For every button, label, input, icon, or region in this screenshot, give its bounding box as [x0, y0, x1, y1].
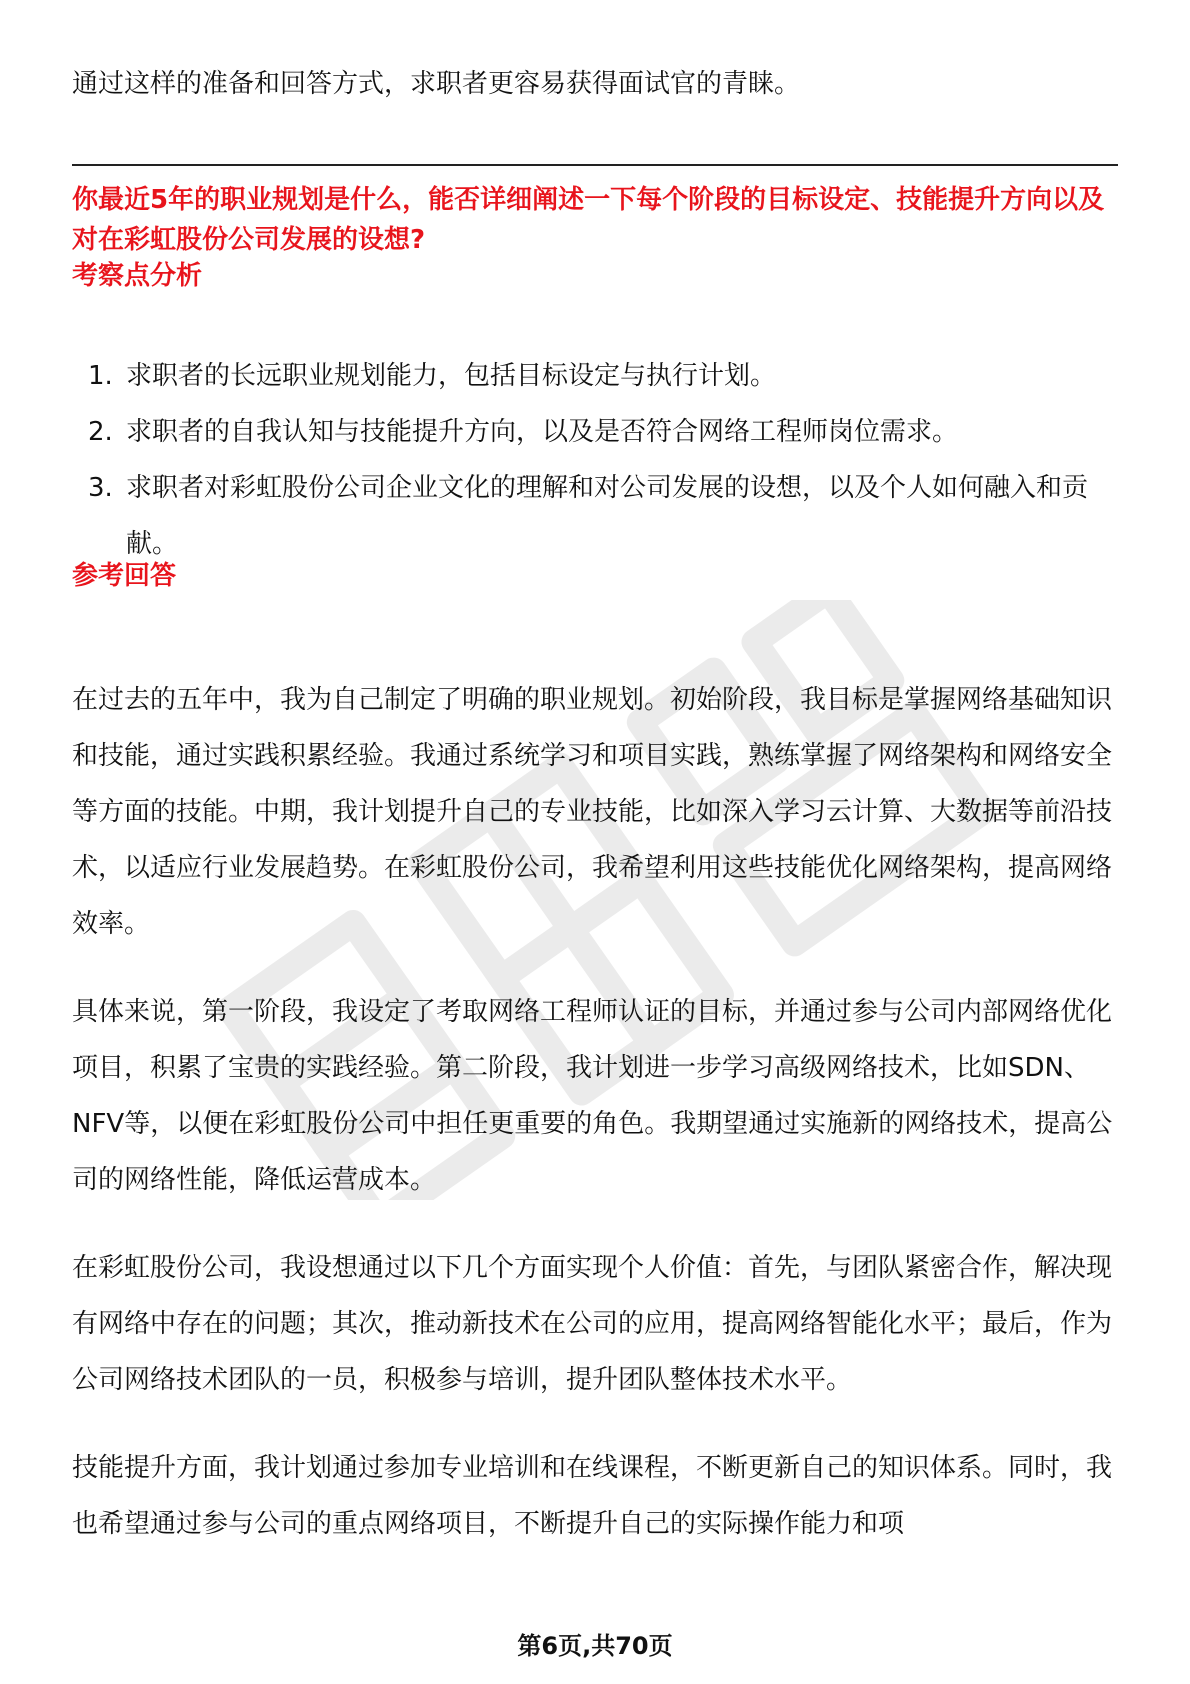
list-number: 3.	[88, 473, 113, 503]
intro-text: 通过这样的准备和回答方式，求职者更容易获得面试官的青睐。	[72, 69, 801, 99]
analysis-points	[72, 348, 1118, 572]
page-number: 第6页,共70页	[517, 1632, 673, 1660]
answer-paragraph: 在过去的五年中，我为自己制定了明确的职业规划。初始阶段，我目标是掌握网络基础知识和技能，通过实践积累经验。我通过系统学习和项目实践，熟练掌握了网络架构和网络安全等方面的技能。中期，我计划提升自己的专业技能，比如深入学习云计算、大数据等前沿技术，以适应行业发展趋势。在彩虹股份公司，我希望利用这些技能优化网络架构，提高网络效率。	[72, 685, 1113, 939]
list-item	[72, 404, 1118, 460]
list-item-text: 求职者对彩虹股份公司企业文化的理解和对公司发展的设想，以及个人如何融入和贡献。	[126, 473, 1089, 559]
section-divider	[72, 164, 1118, 166]
list-number: 1.	[88, 361, 113, 391]
list-item-text: 求职者的长远职业规划能力，包括目标设定与执行计划。	[126, 361, 777, 391]
answer-paragraph: 具体来说，第一阶段，我设定了考取网络工程师认证的目标，并通过参与公司内部网络优化项目，积累了宝贵的实践经验。第二阶段，我计划进一步学习高级网络技术，比如SDN、NFV等，以便在彩虹股份公司中担任更重要的角色。我期望通过实施新的网络技术，提高公司的网络性能，降低运营成本。	[72, 997, 1113, 1195]
interview-question: 你最近5年的职业规划是什么，能否详细阐述一下每个阶段的目标设定、技能提升方向以及对在彩虹股份公司发展的设想?	[72, 185, 1105, 255]
reference-answer	[72, 672, 1118, 1584]
answer-paragraph: 技能提升方面，我计划通过参加专业培训和在线课程，不断更新自己的知识体系。同时，我也希望通过参与公司的重点网络项目，不断提升自己的实际操作能力和项	[72, 1453, 1113, 1539]
analysis-title: 考察点分析	[72, 261, 203, 291]
answer-paragraph: 在彩虹股份公司，我设想通过以下几个方面实现个人价值：首先，与团队紧密合作，解决现有网络中存在的问题；其次，推动新技术在公司的应用，提高网络智能化水平；最后，作为公司网络技术团队的一员，积极参与培训，提升团队整体技术水平。	[72, 1253, 1113, 1395]
list-number: 2.	[88, 417, 113, 447]
answer-title: 参考回答	[72, 561, 177, 591]
list-item	[72, 460, 1118, 572]
list-item	[72, 348, 1118, 404]
list-item-text: 求职者的自我认知与技能提升方向，以及是否符合网络工程师岗位需求。	[126, 417, 959, 447]
